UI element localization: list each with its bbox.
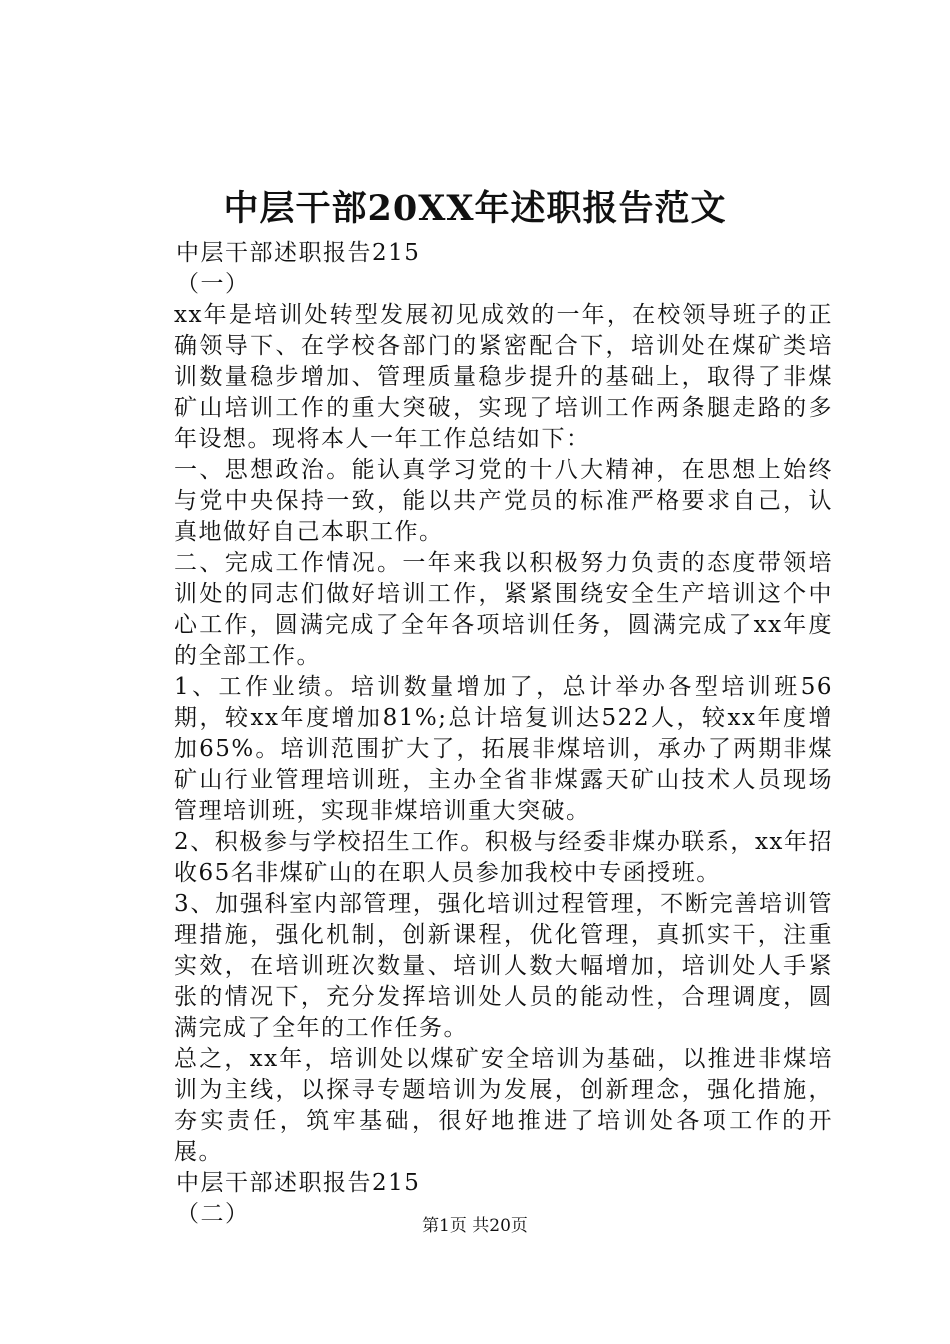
section-heading-1: 中层干部述职报告215 bbox=[176, 240, 421, 266]
document-body bbox=[128, 238, 833, 1230]
paragraph-work-status: 二、完成工作情况。一年来我以积极努力负责的态度带领培训处的同志们做好培训工作，紧紧围绕安全生产培训这个中心工作，圆满完成了全年各项培训任务，圆满完成了xx年度的全部工作。 bbox=[174, 550, 833, 669]
document-title: 中层干部20XX年述职报告范文 bbox=[223, 188, 727, 229]
paragraph-intro: xx年是培训处转型发展初见成效的一年，在校领导班子的正确领导下、在学校各部门的紧密配合下，培训处在煤矿类培训数量稳步增加、管理质量稳步提升的基础上，取得了非煤矿山培训工作的重大突破，实现了培训工作两条腿走路的多年设想。现将本人一年工作总结如下： bbox=[174, 302, 833, 452]
paragraph-enrollment: 2、积极参与学校招生工作。积极与经委非煤办联系，xx年招收65名非煤矿山的在职人员参加我校中专函授班。 bbox=[174, 829, 833, 886]
section-subheading-2: （二） bbox=[176, 1201, 250, 1227]
section-heading-2: 中层干部述职报告215 bbox=[176, 1170, 421, 1196]
paragraph-summary: 总之，xx年，培训处以煤矿安全培训为基础，以推进非煤培训为主线，以探寻专题培训为发展，创新理念，强化措施，夯实责任，筑牢基础，很好地推进了培训处各项工作的开展。 bbox=[174, 1046, 833, 1165]
page-footer: 第1页 共20页 bbox=[422, 1216, 528, 1236]
paragraph-political: 一、思想政治。能认真学习党的十八大精神，在思想上始终与党中央保持一致，能以共产党员的标准严格要求自己，认真地做好自己本职工作。 bbox=[174, 457, 833, 545]
paragraph-achievements: 1、工作业绩。培训数量增加了，总计举办各型培训班56期，较xx年度增加81%;总计培复训达522人，较xx年度增加65%。培训范围扩大了，拓展非煤培训，承办了两期非煤矿山行业管理培训班，主办全省非煤露天矿山技术人员现场管理培训班，实现非煤培训重大突破。 bbox=[174, 674, 833, 824]
section-subheading-1: （一） bbox=[176, 271, 250, 297]
paragraph-management: 3、加强科室内部管理，强化培训过程管理，不断完善培训管理措施，强化机制，创新课程，优化管理，真抓实干，注重实效，在培训班次数量、培训人数大幅增加，培训处人手紧张的情况下，充分发挥培训处人员的能动性，合理调度，圆满完成了全年的工作任务。 bbox=[174, 891, 833, 1041]
